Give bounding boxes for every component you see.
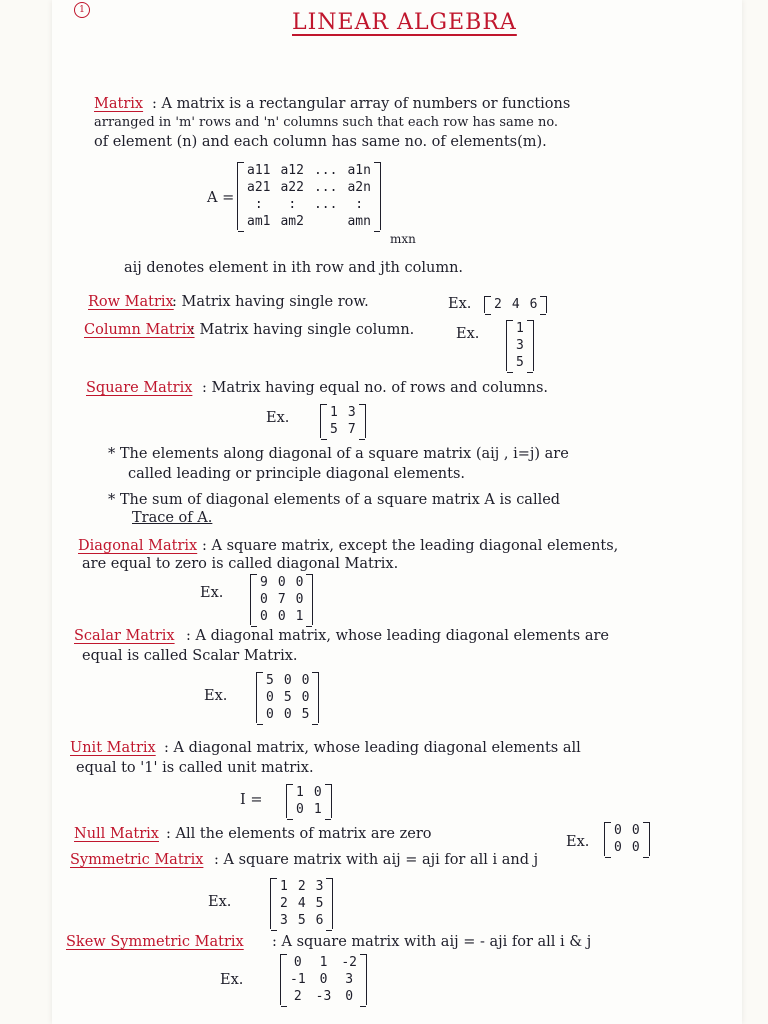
row-matrix-term: Row Matrix bbox=[88, 294, 174, 310]
matrix-cell: 7 bbox=[347, 422, 356, 437]
matrix-cell: 0 bbox=[631, 823, 640, 838]
matrix-column bbox=[348, 404, 356, 438]
scalar-matrix-text2: equal is called Scalar Matrix. bbox=[82, 648, 298, 664]
matrix-cell: 3 bbox=[315, 879, 324, 894]
matrix-cell: 0 bbox=[313, 785, 322, 800]
matrix-cell: 7 bbox=[277, 592, 286, 607]
diagonal-matrix-ex: Ex. bbox=[200, 585, 224, 601]
skew-symmetric-matrix-term: Skew Symmetric Matrix bbox=[66, 934, 244, 950]
matrix-cell: 0 bbox=[301, 673, 310, 688]
matrix-cell: a22 bbox=[280, 180, 304, 195]
matrix-cell: 1 bbox=[313, 802, 322, 817]
matrix-cell: 2 bbox=[494, 297, 502, 312]
matrix-cell: 0 bbox=[631, 840, 640, 855]
matrix-cell: 3 bbox=[345, 972, 354, 987]
matrix-cell: 0 bbox=[277, 609, 286, 624]
square-bullet1-line2: called leading or principle diagonal elements. bbox=[128, 466, 466, 482]
diagonal-matrix-text: : A square matrix, except the leading diagonal elements, bbox=[202, 538, 619, 554]
matrix-column bbox=[284, 672, 292, 723]
matrix-cell: 0 bbox=[266, 707, 274, 722]
matrix-cell: 5 bbox=[330, 422, 338, 437]
square-bullet2-line2: Trace of A. bbox=[132, 510, 213, 526]
matrix-cell: 0 bbox=[345, 989, 354, 1004]
matrix-cell: ... bbox=[313, 197, 338, 212]
matrix-cell: 1 bbox=[296, 785, 304, 800]
matrix-cell: 0 bbox=[614, 840, 622, 855]
matrix-cell: 0 bbox=[295, 592, 304, 607]
row-matrix-example bbox=[484, 296, 547, 313]
column-matrix-ex: Ex. bbox=[456, 326, 480, 342]
matrix-column bbox=[280, 878, 288, 929]
unit-matrix-term: Unit Matrix bbox=[70, 740, 156, 756]
diagonal-matrix-term: Diagonal Matrix bbox=[78, 538, 198, 554]
matrix-def-line3: of element (n) and each column has same no. of elements(m). bbox=[94, 134, 547, 150]
matrix-column bbox=[530, 296, 538, 313]
matrix-column bbox=[302, 672, 310, 723]
matrix-cell: a2n bbox=[347, 180, 371, 195]
matrix-column bbox=[330, 404, 338, 438]
scalar-matrix-example bbox=[256, 672, 319, 723]
matrix-cell: : bbox=[355, 197, 364, 212]
matrix-cell: -2 bbox=[341, 955, 357, 970]
unit-matrix-text2: equal to '1' is called unit matrix. bbox=[76, 760, 314, 776]
matrix-cell: amn bbox=[347, 214, 371, 229]
matrix-cell: ... bbox=[313, 180, 338, 195]
matrix-cell: 9 bbox=[260, 575, 268, 590]
symmetric-matrix-text: : A square matrix with aij = aji for all i and j bbox=[214, 852, 539, 868]
scalar-matrix-ex: Ex. bbox=[204, 688, 228, 704]
matrix-column bbox=[314, 162, 337, 230]
column-matrix-text: : Matrix having single column. bbox=[190, 322, 415, 338]
square-matrix-term: Square Matrix bbox=[86, 380, 193, 396]
matrix-cell: 0 bbox=[295, 575, 304, 590]
matrix-column bbox=[247, 162, 270, 230]
diagonal-matrix-text2: are equal to zero is called diagonal Matrix. bbox=[82, 556, 399, 572]
matrix-cell: 1 bbox=[516, 321, 524, 336]
matrix-column bbox=[316, 878, 324, 929]
matrix-cell: 0 bbox=[283, 673, 292, 688]
null-matrix-example bbox=[604, 822, 650, 856]
matrix-cell: 4 bbox=[511, 297, 520, 312]
square-matrix-example bbox=[320, 404, 366, 438]
matrix-column bbox=[347, 162, 370, 230]
matrix-cell: -1 bbox=[290, 972, 306, 987]
matrix-column bbox=[516, 320, 524, 371]
matrix-cell: 6 bbox=[315, 913, 324, 928]
column-matrix-example bbox=[506, 320, 534, 371]
matrix-column bbox=[296, 784, 304, 818]
matrix-column bbox=[290, 954, 306, 1005]
element-note: aij denotes element in ith row and jth column. bbox=[124, 260, 464, 276]
matrix-cell: 1 bbox=[319, 955, 328, 970]
matrix-term: Matrix bbox=[94, 96, 144, 112]
matrix-column bbox=[298, 878, 306, 929]
matrix-column bbox=[314, 784, 322, 818]
matrix-cell: 0 bbox=[266, 690, 274, 705]
matrix-cell: 0 bbox=[260, 592, 268, 607]
matrix-column bbox=[266, 672, 274, 723]
row-matrix-text: : Matrix having single row. bbox=[172, 294, 369, 310]
matrix-cell: a11 bbox=[247, 163, 271, 178]
matrix-cell: ... bbox=[313, 163, 338, 178]
matrix-column bbox=[280, 162, 303, 230]
matrix-cell: 6 bbox=[529, 297, 538, 312]
matrix-column bbox=[278, 574, 286, 625]
matrix-def-line2: arranged in 'm' rows and 'n' columns such that each row has same no. bbox=[94, 115, 559, 130]
column-matrix-term: Column Matrix bbox=[84, 322, 195, 338]
matrix-cell: 5 bbox=[301, 707, 310, 722]
square-matrix-text: : Matrix having equal no. of rows and columns. bbox=[202, 380, 549, 396]
matrix-column bbox=[632, 822, 640, 856]
matrix-cell: 0 bbox=[283, 707, 292, 722]
unit-matrix-label: I = bbox=[240, 792, 263, 808]
page-title: LINEAR ALGEBRA bbox=[292, 10, 517, 35]
matrix-cell: 5 bbox=[283, 690, 292, 705]
matrix-order: mxn bbox=[390, 232, 416, 246]
matrix-cell: 3 bbox=[347, 405, 356, 420]
matrix-column bbox=[614, 822, 622, 856]
row-matrix-ex: Ex. bbox=[448, 296, 472, 312]
matrix-cell: a21 bbox=[247, 180, 271, 195]
skew-symmetric-matrix-text: : A square matrix with aij = - aji for all i & j bbox=[272, 934, 592, 950]
matrix-def-line1: : A matrix is a rectangular array of numbers or functions bbox=[152, 96, 571, 112]
matrix-column bbox=[494, 296, 502, 313]
matrix-cell: 1 bbox=[330, 405, 338, 420]
matrix-cell: 5 bbox=[266, 673, 274, 688]
matrix-cell: 2 bbox=[280, 896, 288, 911]
matrix-a-label: A = bbox=[207, 190, 235, 206]
matrix-cell: 4 bbox=[297, 896, 306, 911]
null-matrix-ex: Ex. bbox=[566, 834, 590, 850]
matrix-cell: 5 bbox=[297, 913, 306, 928]
symmetric-matrix-example bbox=[270, 878, 333, 929]
matrix-cell: 1 bbox=[295, 609, 304, 624]
matrix-cell: 3 bbox=[516, 338, 524, 353]
matrix-cell: 0 bbox=[260, 609, 268, 624]
matrix-cell: 0 bbox=[293, 955, 302, 970]
matrix-column bbox=[341, 954, 357, 1005]
diagonal-matrix-example bbox=[250, 574, 313, 625]
matrix-cell: 2 bbox=[293, 989, 302, 1004]
unit-matrix-text: : A diagonal matrix, whose leading diagonal elements all bbox=[164, 740, 581, 756]
matrix-cell: 0 bbox=[319, 972, 328, 987]
symmetric-matrix-ex: Ex. bbox=[208, 894, 232, 910]
null-matrix-text: : All the elements of matrix are zero bbox=[166, 826, 432, 842]
matrix-cell: am2 bbox=[280, 214, 304, 229]
null-matrix-term: Null Matrix bbox=[74, 826, 159, 842]
matrix-cell: 5 bbox=[315, 896, 324, 911]
matrix-cell: 1 bbox=[280, 879, 288, 894]
matrix-column bbox=[512, 296, 520, 313]
matrix-cell: am1 bbox=[247, 214, 271, 229]
skew-symmetric-matrix-example bbox=[280, 954, 367, 1005]
matrix-cell: 0 bbox=[277, 575, 286, 590]
scalar-matrix-text: : A diagonal matrix, whose leading diagonal elements are bbox=[186, 628, 609, 644]
square-matrix-ex: Ex. bbox=[266, 410, 290, 426]
square-bullet2-line1: * The sum of diagonal elements of a square matrix A is called bbox=[108, 492, 561, 508]
unit-matrix-example bbox=[286, 784, 332, 818]
skew-symmetric-matrix-ex: Ex. bbox=[220, 972, 244, 988]
general-matrix bbox=[237, 162, 381, 230]
matrix-cell: : bbox=[288, 197, 297, 212]
matrix-cell: a12 bbox=[280, 163, 304, 178]
matrix-column bbox=[296, 574, 304, 625]
symmetric-matrix-term: Symmetric Matrix bbox=[70, 852, 204, 868]
matrix-cell: 3 bbox=[280, 913, 288, 928]
matrix-cell: 2 bbox=[297, 879, 306, 894]
matrix-cell: 0 bbox=[301, 690, 310, 705]
page-number-circle: 1 bbox=[74, 2, 90, 18]
square-bullet1-line1: * The elements along diagonal of a square matrix (aij , i=j) are bbox=[108, 446, 569, 462]
matrix-column bbox=[260, 574, 268, 625]
scalar-matrix-term: Scalar Matrix bbox=[74, 628, 175, 644]
matrix-cell: 0 bbox=[296, 802, 304, 817]
matrix-cell: : bbox=[254, 197, 263, 212]
matrix-cell: 5 bbox=[516, 355, 524, 370]
matrix-column bbox=[316, 954, 332, 1005]
notebook-page bbox=[52, 0, 742, 1024]
matrix-cell: 0 bbox=[614, 823, 622, 838]
matrix-cell: -3 bbox=[315, 989, 332, 1004]
matrix-cell: a1n bbox=[347, 163, 371, 178]
